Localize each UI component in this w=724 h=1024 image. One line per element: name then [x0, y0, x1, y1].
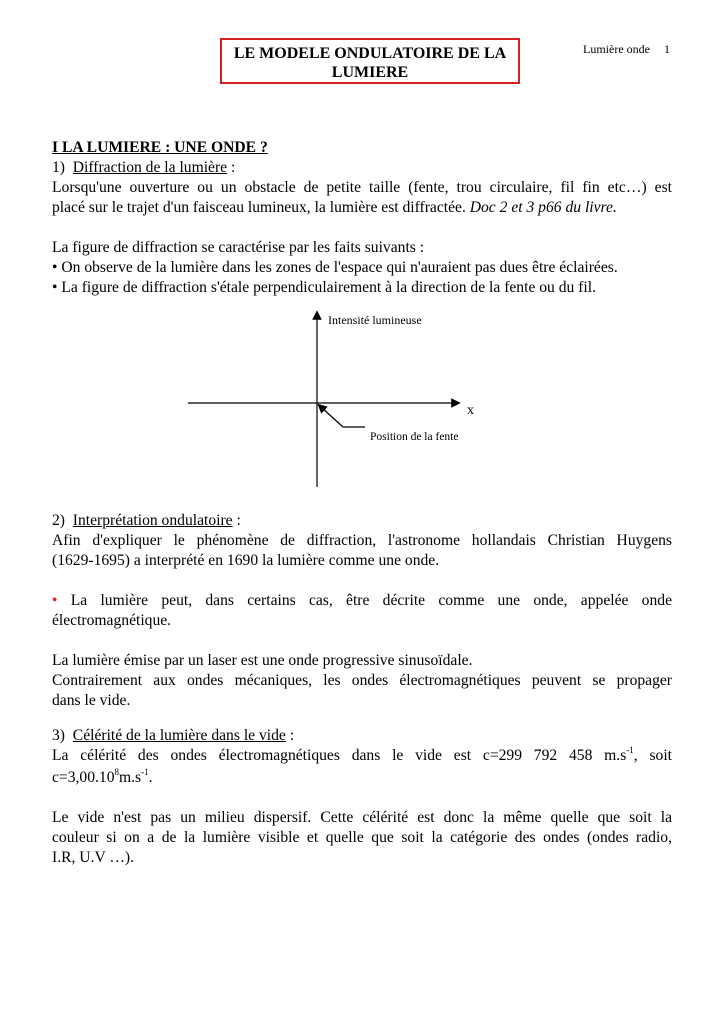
paragraph-1-line-1: Lorsqu'une ouverture ou un obstacle de petite taille (fente, trou circulaire, fil fin etc…) est [52, 179, 672, 196]
slit-position-label: Position de la fente [370, 431, 459, 443]
speed-sentence: La célérité des ondes électromagnétiques dans le vide est c=299 792 458 m.s [52, 747, 627, 764]
subsection-1-number: 1) [52, 159, 65, 176]
section-3 [52, 726, 672, 868]
annotation-pointer [321, 407, 365, 427]
section-3-paragraph-2-line-1: Le vide n'est pas un milieu dispersif. Cette célérité est donc la même quelle que soit la [52, 809, 672, 826]
subsection-2-number: 2) [52, 512, 65, 529]
subsection-1-heading [52, 158, 672, 178]
subsection-2-heading [52, 511, 672, 531]
paragraph-1-line-2-text: placé sur le trajet d'un faisceau lumineux, la lumière est diffractée. [52, 199, 470, 216]
blank-line [52, 631, 672, 651]
diffraction-diagram [180, 305, 500, 495]
speed-period: . [148, 769, 153, 786]
book-reference: Doc 2 et 3 p66 du livre. [469, 199, 617, 216]
title-line-2: LUMIERE [331, 64, 409, 81]
section-3-paragraph-1-line-2 [52, 768, 672, 788]
blank-line [52, 218, 672, 238]
paragraph-2-line-1: La figure de diffraction se caractérise par les faits suivants : [52, 239, 425, 256]
speed-unit: m.s [119, 769, 142, 786]
section-3-paragraph-2-line-3: I.R, U.V …). [52, 849, 135, 866]
blank-line [52, 788, 672, 808]
subsection-3-number: 3) [52, 727, 65, 744]
section-2-paragraph-3-line-2: Contrairement aux ondes mécaniques, les ondes électromagnétiques peuvent se propager [52, 672, 672, 689]
red-bullet-icon: • [52, 592, 58, 609]
title-line-1: LE MODELE ONDULATOIRE DE LA [233, 45, 507, 62]
section-2-paragraph-1-line-1: Afin d'expliquer le phénomène de diffraction, l'astronome hollandais Christian Huygens [52, 532, 672, 549]
running-head-text: Lumière onde [583, 42, 650, 56]
section-2-paragraph-3-line-3: dans le vide. [52, 692, 131, 709]
y-axis-label: Intensité lumineuse [328, 313, 422, 327]
section-1 [52, 138, 672, 298]
section-2-bullet-text: La lumière peut, dans certains cas, être décrite comme une onde, appelée onde [57, 592, 672, 609]
section-3-paragraph-1-line-1 [52, 746, 672, 766]
exponent-minus-1-unit: -1 [141, 767, 149, 777]
blank-line [52, 571, 672, 591]
section-2 [52, 511, 672, 711]
speed-value: c=3,00.10 [52, 769, 115, 786]
subsection-3-colon: : [285, 727, 295, 744]
section-2-paragraph-1-line-2: (1629-1695) a interprété en 1690 la lumière comme une onde. [52, 552, 440, 569]
speed-sentence-end: , soit [633, 747, 673, 764]
x-axis-label: x [467, 403, 474, 418]
subsection-3-title: Célérité de la lumière dans le vide [72, 727, 286, 744]
running-head [583, 42, 670, 57]
exponent-8: 8 [114, 767, 119, 777]
exponent-minus-1: -1 [626, 745, 634, 755]
section-2-paragraph-3-line-1: La lumière émise par un laser est une onde progressive sinusoïdale. [52, 652, 473, 669]
subsection-2-title: Interprétation ondulatoire [72, 512, 233, 529]
subsection-1-title: Diffraction de la lumière [72, 159, 228, 176]
section-2-bullet-line-2: électromagnétique. [52, 612, 172, 629]
section-3-paragraph-2-line-2: couleur si on a de la lumière visible et quelle que soit la catégorie des ondes (ondes radio, [52, 829, 672, 846]
section-1-heading: I LA LUMIERE : UNE ONDE ? [52, 139, 268, 156]
subsection-1-colon: : [227, 159, 236, 176]
subsection-3-heading [52, 726, 672, 746]
subsection-2-colon: : [232, 512, 241, 529]
paragraph-1-line-2 [52, 198, 672, 218]
page-number: 1 [663, 42, 670, 56]
diagram-svg [180, 305, 500, 495]
bullet-1: • On observe de la lumière dans les zones de l'espace qui n'auraient pas dues être éclairées. [52, 259, 618, 276]
title-box [220, 38, 520, 84]
section-2-bullet-line-1 [52, 591, 672, 611]
bullet-2: • La figure de diffraction s'étale perpendiculairement à la direction de la fente ou du fil. [52, 279, 596, 296]
